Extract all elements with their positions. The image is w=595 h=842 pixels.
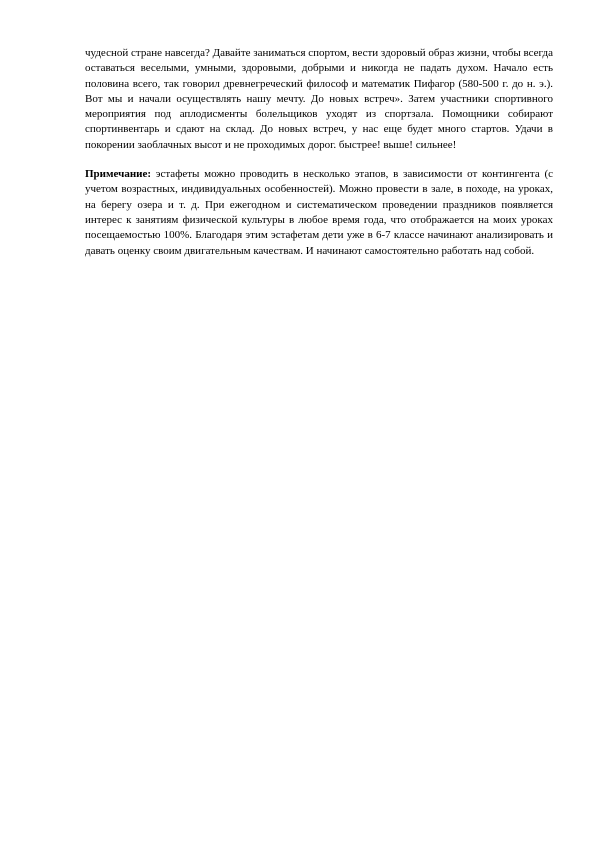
note-paragraph <box>85 167 553 259</box>
note-label: Примечание: <box>85 168 152 181</box>
note-text: эстафеты можно проводить в несколько этапов, в зависимости от контингента (с учетом возрастных, индивидуальных особенностей). Можно провести в зале, в походе, на уроках, на берегу озера и т. д. При ежегодном и систематическом проведении праздников появляется интерес к занятиям физической культуры в любое время года, что отображается на моих уроках посещаемостью 100%. Благодаря этим эстафетам дети уже в 6-7 классе начинают анализировать и давать оценку своим двигательным качествам. И начинают самостоятельно работать над собой. <box>85 168 553 257</box>
closing-paragraph: чудесной стране навсегда? Давайте заниматься спортом, вести здоровый образ жизни, чтобы всегда оставаться веселыми, умными, здоровыми, добрыми и никогда не падать духом. Начало есть половина всего, так говорил древнегреческий философ и математик Пифагор (580-500 г. до н. э.). Вот мы и начали осуществлять нашу мечту. До новых встреч». Затем участники спортивного мероприятия под аплодисменты болельщиков уходят из спортзала. Помощники собирают спортинвентарь и сдают на склад. До новых встреч, у нас еще будет много стартов. Удачи в покорении заоблачных высот и не проходимых дорог. быстрее! выше! сильнее! <box>85 47 553 151</box>
paragraph-spacer <box>85 153 553 167</box>
document-page <box>85 46 553 259</box>
